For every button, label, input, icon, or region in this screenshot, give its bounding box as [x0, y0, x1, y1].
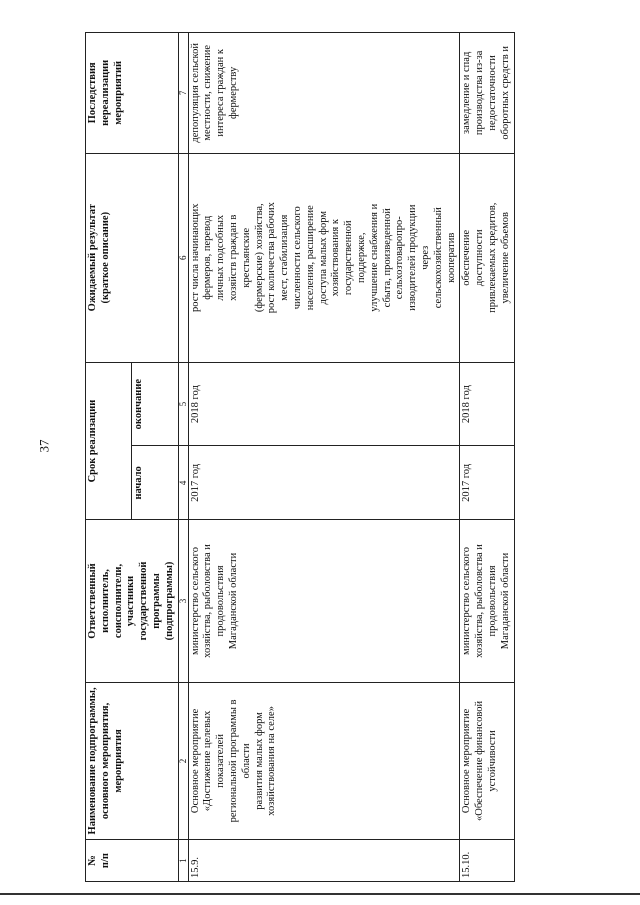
- row-end: 2018 год: [188, 362, 460, 446]
- column-number: 1: [178, 840, 188, 882]
- header-row: [86, 33, 132, 882]
- row-end: 2018 год: [460, 362, 514, 446]
- table-row: [460, 33, 514, 882]
- header-responsible: Ответственный исполнитель, соисполнители, участники государственной программы (подпрограммы): [86, 520, 179, 682]
- column-number: 2: [178, 682, 188, 839]
- table-row: [188, 33, 460, 882]
- row-responsible: министерство сельского хозяйства, рыболовства и продовольствия Магаданской области: [188, 520, 460, 682]
- column-number: 4: [178, 446, 188, 520]
- row-consequences: депопуляция сельской местности, снижение интереса граждан к фермерству: [188, 33, 460, 154]
- page-number: 37: [36, 439, 52, 453]
- header-result: Ожидаемый результат (краткое описание): [86, 153, 179, 362]
- row-num: 15.9.: [188, 840, 460, 882]
- row-name: Основное мероприятие «Обеспечение финансовой устойчивости: [460, 682, 514, 839]
- header-consequences: Последствия нереализации мероприятий: [86, 33, 179, 154]
- row-result: обеспечение доступности привлекаемых кредитов, увеличение объемов: [460, 153, 514, 362]
- column-number: 7: [178, 33, 188, 154]
- column-number: 6: [178, 153, 188, 362]
- row-num: 15.10.: [460, 840, 514, 882]
- header-term-end: окончание: [132, 362, 178, 446]
- row-start: 2017 год: [460, 446, 514, 520]
- bottom-rule: [0, 893, 640, 895]
- column-number: 3: [178, 520, 188, 682]
- activities-table: [85, 32, 515, 882]
- rotated-table-sheet: [85, 32, 605, 882]
- row-start: 2017 год: [188, 446, 460, 520]
- row-name: Основное мероприятие «Достижение целевых показателей региональной программы в области развития малых форм хозяйствования на селе»: [188, 682, 460, 839]
- row-responsible: министерство сельского хозяйства, рыболовства и продовольствия Магаданской области: [460, 520, 514, 682]
- row-consequences: замедление и спад производства из-за недостаточности оборотных средств и: [460, 33, 514, 154]
- column-number: 5: [178, 362, 188, 446]
- header-term: Срок реализации: [86, 362, 132, 519]
- row-result: рост числа начинающих фермеров, перевод личных подсобных хозяйств граждан в крестьянские (фермерские) хозяйства, рост количества рабочих мест, стабилизация численности сельского населения, расширение доступа малых форм хозяйствования к государственной поддержке, улучшение снабжения и сбыта, произведенной сельхозтоваропро- изводителей продукции через сельскохозяйственный кооператив: [188, 153, 460, 362]
- header-name: Наименование подпрограммы, основного мероприятия, мероприятия: [86, 682, 179, 839]
- header-term-start: начало: [132, 446, 178, 520]
- header-num: № п/п: [86, 840, 179, 882]
- column-number-row: [178, 33, 188, 882]
